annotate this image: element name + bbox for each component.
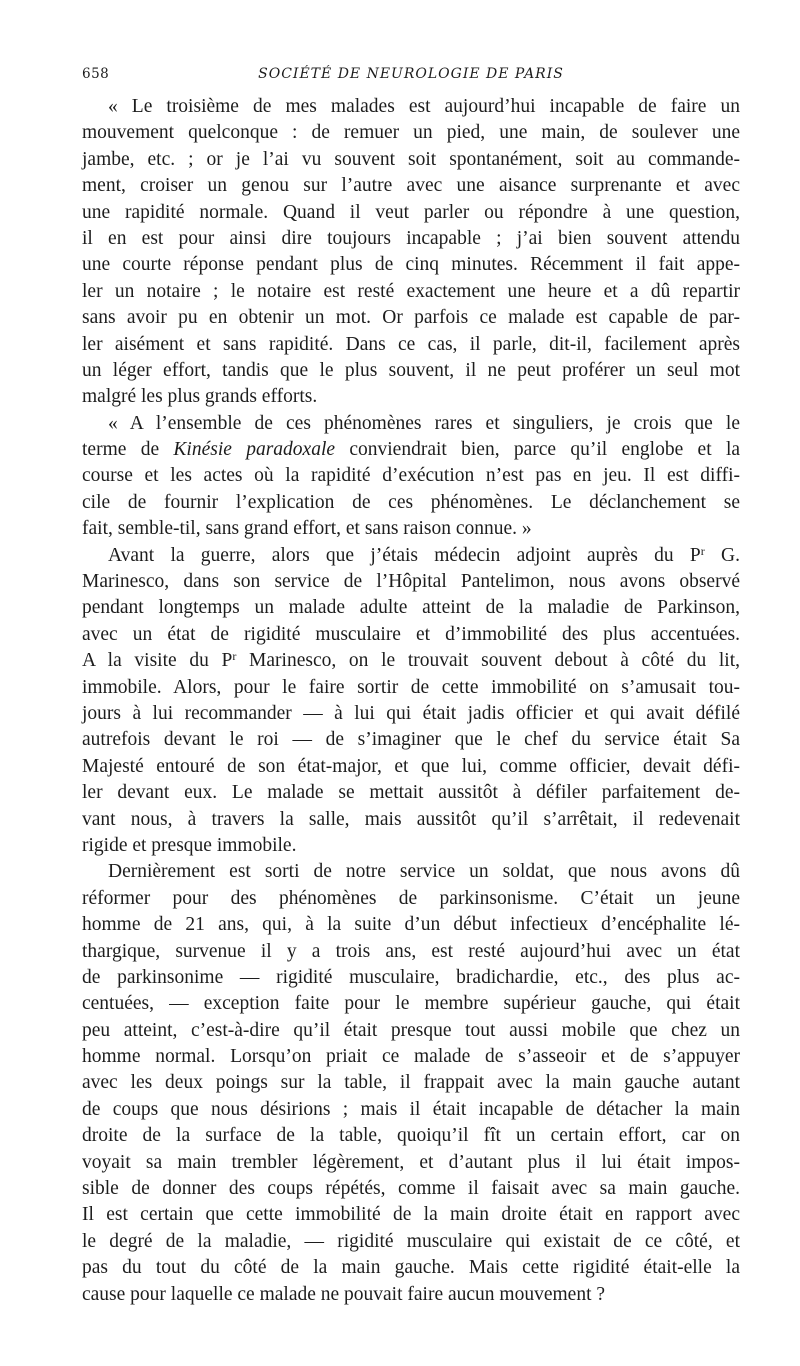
- text-line: [82, 516, 740, 542]
- text-line: [82, 411, 740, 437]
- text-segment: pas du tout du côté de la main gauche. Mais cette rigidité était-elle la: [82, 1257, 740, 1279]
- text-line: [82, 807, 740, 833]
- text-line: [82, 173, 740, 199]
- text-segment: ment, croiser un genou sur l’autre avec une aisance surprenante et avec: [82, 175, 740, 197]
- text-segment: ler devant eux. Le malade se mettait aussitôt à défiler parfaitement de-: [82, 782, 740, 804]
- text-segment: une rapidité normale. Quand il veut parler ou répondre à une question,: [82, 201, 740, 223]
- text-line: [82, 727, 740, 753]
- text-segment: homme de 21 ans, qui, à la suite d’un début infectieux d’encéphalite lé-: [82, 914, 740, 936]
- text-line: [82, 886, 740, 912]
- text-segment: cause pour laquelle ce malade ne pouvait faire aucun mouvement ?: [82, 1283, 606, 1305]
- text-segment: le degré de la maladie, — rigidité musculaire qui existait de ce côté, et: [82, 1230, 740, 1252]
- text-segment: Marinesco, on le trouvait souvent debout à côté du lit,: [236, 650, 741, 672]
- text-line: [82, 1097, 740, 1123]
- text-line: [82, 332, 740, 358]
- text-line: [82, 1044, 740, 1070]
- text-segment: malgré les plus grands efforts.: [82, 386, 318, 408]
- document-page: [82, 62, 740, 1308]
- text-segment: immobile. Alors, pour le faire sortir de cette immobilité on s’amusait tou-: [82, 676, 740, 698]
- text-segment: cile de fournir l’explication de ces phénomènes. Le déclanchement se: [82, 491, 740, 513]
- text-segment: réformer pour des phénomènes de parkinsonisme. C’était un jeune: [82, 887, 740, 909]
- text-line: [82, 701, 740, 727]
- text-segment: Avant la guerre, alors que j’étais médecin adjoint auprès du P: [108, 544, 701, 566]
- text-line: [82, 1282, 740, 1308]
- text-line: [82, 595, 740, 621]
- text-line: [82, 859, 740, 885]
- text-segment: « A l’ensemble de ces phénomènes rares et singuliers, je crois que le: [108, 412, 740, 434]
- text-line: [82, 437, 740, 463]
- text-segment: conviendrait bien, parce qu’il englobe et la: [335, 439, 741, 461]
- text-segment: il en est pour ainsi dire toujours incapable ; j’ai bien souvent attendu: [82, 227, 740, 249]
- text-segment: peu atteint, c’est-à-dire qu’il était presque tout aussi mobile que chez un: [82, 1019, 740, 1041]
- text-segment: mouvement quelconque : de remuer un pied, une main, de soulever une: [82, 122, 740, 144]
- text-line: [82, 1176, 740, 1202]
- body-text: [82, 94, 740, 1308]
- text-line: [82, 780, 740, 806]
- text-segment: avec les deux poings sur la table, il frappait avec la main gauche autant: [82, 1072, 740, 1094]
- text-segment: sible de donner des coups répétés, comme il faisait avec sa main gauche.: [82, 1178, 740, 1200]
- text-segment: Il est certain que cette immobilité de la main droite était en rapport avec: [82, 1204, 740, 1226]
- text-line: [82, 279, 740, 305]
- text-line: [82, 94, 740, 120]
- text-line: [82, 1123, 740, 1149]
- text-segment: G.: [704, 544, 740, 566]
- text-line: [82, 1229, 740, 1255]
- text-segment: course et les actes où la rapidité d’exécution n’est pas en jeu. Il est diffi-: [82, 465, 740, 487]
- text-line: [82, 543, 740, 569]
- text-segment: « Le troisième de mes malades est aujourd’hui incapable de faire un: [108, 96, 740, 117]
- text-segment: ler un notaire ; le notaire est resté exactement une heure et a dû repartir: [82, 280, 740, 302]
- text-line: [82, 252, 740, 278]
- text-line: [82, 120, 740, 146]
- text-line: [82, 1202, 740, 1228]
- text-line: [82, 226, 740, 252]
- text-segment: pendant longtemps un malade adulte atteint de la maladie de Parkinson,: [82, 597, 740, 619]
- text-line: [82, 675, 740, 701]
- text-line: [82, 1150, 740, 1176]
- text-line: [82, 384, 740, 410]
- text-line: [82, 648, 740, 674]
- superscript: r: [232, 649, 237, 664]
- text-line: [82, 833, 740, 859]
- text-line: [82, 965, 740, 991]
- text-line: [82, 490, 740, 516]
- italic-term: Kinésie paradoxale: [173, 439, 336, 461]
- text-line: [82, 1018, 740, 1044]
- text-segment: fait, semble-til, sans grand effort, et sans raison connue. »: [82, 518, 532, 540]
- superscript: r: [700, 543, 705, 558]
- text-line: [82, 463, 740, 489]
- text-segment: voyait sa main trembler légèrement, et d’autant plus il lui était impos-: [82, 1151, 740, 1173]
- text-segment: thargique, survenue il y a trois ans, est resté aujourd’hui avec un état: [82, 940, 740, 962]
- page-header: [82, 62, 740, 86]
- text-line: [82, 912, 740, 938]
- text-segment: avec un état de rigidité musculaire et d’immobilité des plus accentuées.: [82, 623, 740, 645]
- text-line: [82, 305, 740, 331]
- text-line: [82, 1255, 740, 1281]
- text-segment: rigide et presque immobile.: [82, 834, 297, 856]
- text-segment: A la visite du P: [82, 650, 233, 672]
- text-line: [82, 147, 740, 173]
- text-segment: un léger effort, tandis que le plus souvent, il ne peut proférer un seul mot: [82, 359, 740, 381]
- text-segment: sans avoir pu en obtenir un mot. Or parfois ce malade est capable de par-: [82, 307, 740, 329]
- text-segment: Dernièrement est sorti de notre service un soldat, que nous avons dû: [108, 861, 740, 883]
- text-segment: jambe, etc. ; or je l’ai vu souvent soit spontanément, soit au commande-: [82, 148, 740, 170]
- text-segment: une courte réponse pendant plus de cinq minutes. Récemment il fait appe-: [82, 254, 740, 276]
- text-segment: terme de: [82, 439, 174, 461]
- text-line: [82, 622, 740, 648]
- text-segment: autrefois devant le roi — de s’imaginer que le chef du service était Sa: [82, 729, 740, 751]
- text-segment: droite de la surface de la table, quoiqu’il fît un certain effort, car on: [82, 1125, 740, 1147]
- text-segment: vant nous, à travers la salle, mais aussitôt qu’il s’arrêtait, il redevenait: [82, 808, 740, 830]
- text-line: [82, 1070, 740, 1096]
- text-segment: jours à lui recommander — à lui qui était jadis officier et qui avait défilé: [82, 702, 740, 724]
- page-number: 658: [82, 66, 110, 82]
- text-line: [82, 358, 740, 384]
- text-segment: homme normal. Lorsqu’on priait ce malade de s’asseoir et de s’appuyer: [82, 1046, 740, 1068]
- text-line: [82, 200, 740, 226]
- text-segment: centuées, — exception faite pour le membre supérieur gauche, qui était: [82, 993, 740, 1015]
- text-line: [82, 754, 740, 780]
- text-line: [82, 991, 740, 1017]
- text-segment: Marinesco, dans son service de l’Hôpital Pantelimon, nous avons observé: [82, 571, 740, 593]
- text-segment: Majesté entouré de son état-major, et que lui, comme officier, devait défi-: [82, 755, 740, 777]
- text-segment: ler aisément et sans rapidité. Dans ce cas, il parle, dit-il, facilement après: [82, 333, 740, 355]
- text-segment: de coups que nous désirions ; mais il était incapable de détacher la main: [82, 1098, 740, 1120]
- text-line: [82, 569, 740, 595]
- text-segment: de parkinsonime — rigidité musculaire, bradichardie, etc., des plus ac-: [82, 966, 740, 988]
- running-title: SOCIÉTÉ DE NEUROLOGIE DE PARIS: [258, 66, 564, 82]
- text-line: [82, 939, 740, 965]
